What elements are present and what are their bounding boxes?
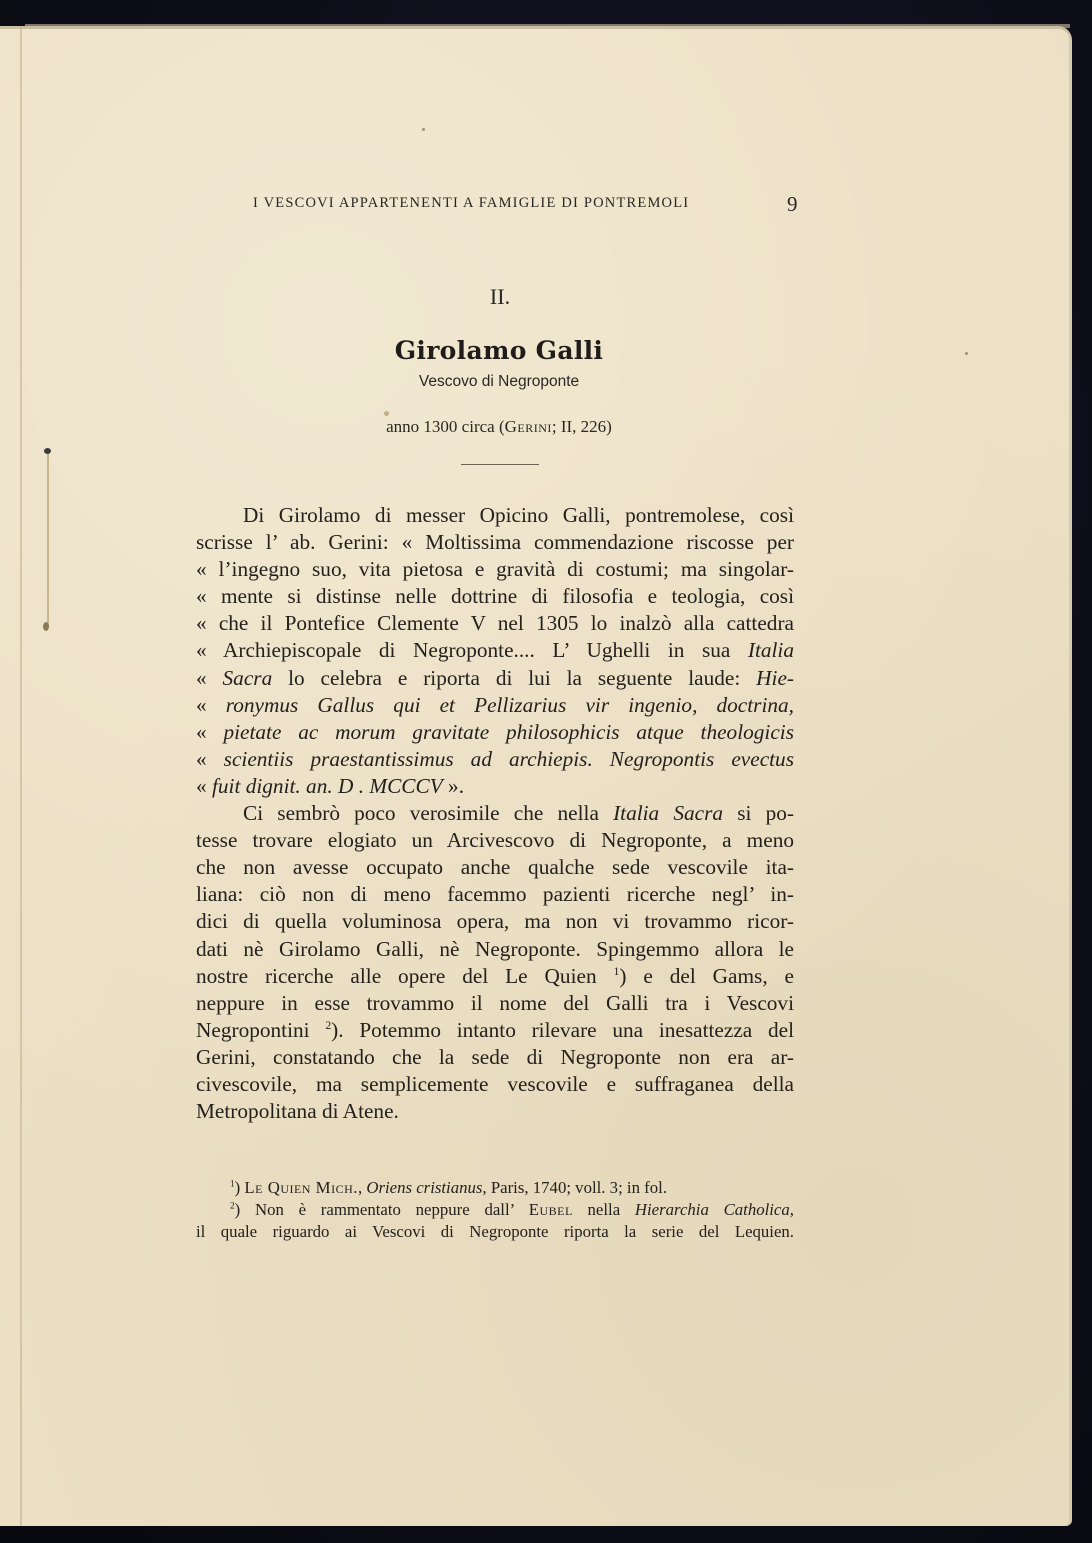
body-line xyxy=(196,800,794,827)
text-run: ). Potemmo intanto rilevare una inesattezza del xyxy=(331,1017,794,1042)
footnote-number: 2 xyxy=(230,1200,235,1211)
text-run: tesse trovare elogiato un Arcivescovo di Negroponte, a meno xyxy=(196,828,794,853)
date-suffix: ; II, 226) xyxy=(551,417,612,436)
text-run: Gerini, constatando che la sede di Negroponte non era ar- xyxy=(196,1044,794,1069)
text-run: neppure in esse trovammo il nome del Galli tra i Vescovi xyxy=(196,990,794,1015)
paper-stain xyxy=(384,411,389,416)
binding-thread-knot xyxy=(44,448,51,454)
text-run: « che il Pontefice Clemente V nel 1305 lo inalzò alla cattedra xyxy=(196,611,794,636)
body-line xyxy=(196,1017,794,1044)
text-run: dati nè Girolamo Galli, nè Negroponte. Spingemmo allora le xyxy=(196,936,794,961)
body-line xyxy=(196,583,794,610)
text-run: che non avesse occupato anche qualche sede vescovile ita- xyxy=(196,855,794,880)
body-line xyxy=(196,773,794,800)
italic-text: Hierarchia Catholica xyxy=(634,1200,790,1219)
body-line xyxy=(196,1098,794,1125)
text-run: nostre ricerche alle opere del Le Quien xyxy=(196,963,614,988)
body-line xyxy=(196,1044,794,1071)
body-line xyxy=(196,502,794,529)
body-line xyxy=(196,665,794,692)
body-line xyxy=(196,827,794,854)
binding-thread-end xyxy=(43,622,49,631)
text-run: nella xyxy=(572,1200,635,1219)
italic-text: fuit dignit. an. D . MCCCV xyxy=(211,773,443,798)
paper-speck xyxy=(422,128,425,131)
text-run: , xyxy=(357,1178,367,1197)
body-line xyxy=(196,1071,794,1098)
text-run: lo celebra e riporta di lui la seguente laude: xyxy=(272,665,757,690)
italic-text: Oriens cristianus xyxy=(366,1178,483,1197)
body-text xyxy=(196,502,794,1125)
body-line xyxy=(196,529,794,556)
text-run: ) Non è rammentato neppure dall’ xyxy=(234,1200,529,1219)
body-line xyxy=(196,936,794,963)
page-number: 9 xyxy=(787,192,798,216)
text-run: « xyxy=(196,692,226,717)
text-run: « l’ingegno suo, vita pietosa e gravità di costumi; ma singolar- xyxy=(196,557,794,582)
italic-text: Italia xyxy=(747,638,794,663)
italic-text: Hie- xyxy=(756,665,794,690)
italic-text: Italia Sacra xyxy=(613,801,724,826)
text-run: , xyxy=(789,1200,794,1219)
body-line xyxy=(196,719,794,746)
footnote-2 xyxy=(196,1199,794,1221)
running-head: I VESCOVI APPARTENENTI A FAMIGLIE DI PONTREMOLI xyxy=(253,195,690,211)
body-line xyxy=(196,881,794,908)
footnotes xyxy=(196,1177,794,1243)
body-line xyxy=(196,990,794,1017)
text-run: dici di quella voluminosa opera, ma non vi trovammo ricor- xyxy=(196,909,794,934)
text-run: « xyxy=(196,746,224,771)
body-line xyxy=(196,610,794,637)
body-line xyxy=(196,908,794,935)
text-run: ». xyxy=(442,773,465,798)
body-line xyxy=(196,854,794,881)
body-line xyxy=(196,963,794,990)
date-prefix: anno 1300 circa ( xyxy=(386,417,505,436)
body-line xyxy=(196,692,794,719)
footnote-1 xyxy=(196,1177,794,1199)
text-run: si po- xyxy=(723,801,794,826)
body-line xyxy=(196,746,794,773)
section-divider-rule xyxy=(461,464,539,465)
italic-text: Sacra xyxy=(222,665,273,690)
italic-text: pietate ac morum gravitate philosophicis atque theologicis xyxy=(223,719,794,744)
text-run: « xyxy=(196,665,223,690)
date-citation xyxy=(0,417,998,437)
small-caps-text: Le Quien Mich. xyxy=(244,1178,358,1197)
text-run: Metropolitana di Atene. xyxy=(196,1099,399,1124)
text-run: Negropontini xyxy=(196,1017,326,1042)
footnote-marker: 2 xyxy=(325,1018,332,1032)
bishop-name-heading: Girolamo Galli xyxy=(394,336,604,365)
text-run: ) xyxy=(234,1178,245,1197)
date-source: Gerini xyxy=(504,417,552,436)
text-run: civescovile, ma semplicemente vescovile e suffraganea della xyxy=(196,1071,794,1096)
small-caps-text: Eubel xyxy=(528,1200,573,1219)
body-line xyxy=(196,556,794,583)
italic-text: ronymus Gallus qui et Pellizarius vir ingenio, doctrina, xyxy=(225,692,794,717)
bishop-role-subtitle: Vescovo di Negroponte xyxy=(418,373,580,390)
text-run: « xyxy=(196,773,212,798)
text-run: ) e del Gams, e xyxy=(619,963,794,988)
text-run: scrisse l’ ab. Gerini: « Moltissima commendazione riscosse per xyxy=(196,530,794,555)
text-run: « Archiepiscopale di Negroponte.... L’ Ughelli in sua xyxy=(196,638,748,663)
body-line xyxy=(196,637,794,664)
section-number: II. xyxy=(489,284,511,309)
binding-thread xyxy=(47,452,49,627)
footnote-marker: 1 xyxy=(613,964,620,978)
gutter-fold xyxy=(20,26,22,1526)
text-run: Ci sembrò poco verosimile che nella xyxy=(243,801,614,826)
text-run: , Paris, 1740; voll. 3; in fol. xyxy=(482,1178,668,1197)
footnote-continuation: il quale riguardo ai Vescovi di Negroponte riporta la serie del Lequien. xyxy=(196,1222,794,1241)
text-run: « xyxy=(196,719,224,744)
text-run: « mente si distinse nelle dottrine di filosofia e teologia, così xyxy=(196,584,794,609)
italic-text: scientiis praestantissimus ad archiepis. Negropontis evectus xyxy=(223,746,794,771)
text-run: Di Girolamo di messer Opicino Galli, pontremolese, così xyxy=(243,503,794,527)
footnote-number: 1 xyxy=(230,1178,235,1189)
text-run: liana: ciò non di meno facemmo pazienti ricerche negl’ in- xyxy=(196,882,794,907)
